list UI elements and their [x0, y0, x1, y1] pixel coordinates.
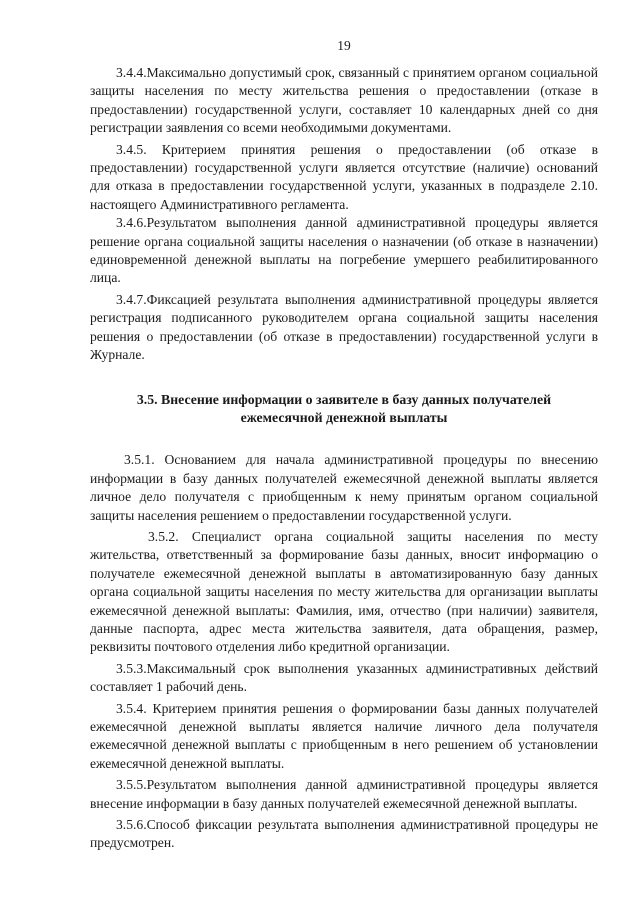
paragraph-3-5-5: 3.5.5.Результатом выполнения данной административной процедуры является внесение информации в базу данных получателей ежемесячной денежной выплаты.: [90, 777, 598, 811]
paragraph-3-5-2: 3.5.2. Специалист органа социальной защиты населения по месту жительства, ответственный за формирование базы данных, вносит информацию о получателе ежемесячной денежной выплаты в автоматизированную базу данных органа социальной защиты населения по месту жительства для организации выплаты ежемесячной денежной выплаты: Фамилия, имя, отчество (при наличии) заявителя, данные паспорта, адрес места жительства заявителя, дата обращения, размер, реквизиты почтового отделения либо кредитной организации.: [90, 528, 598, 655]
paragraph-3-4-6: 3.4.6.Результатом выполнения данной административной процедуры является решение органа социальной защиты населения о назначении (об отказе в назначении) единовременной денежной выплаты на погребение умершего реабилитированного лица.: [90, 215, 598, 286]
document-body: [90, 64, 598, 853]
section-heading-line-2: ежемесячной денежной выплаты: [240, 409, 448, 425]
paragraph-3-4-5: 3.4.5. Критерием принятия решения о предоставлении (об отказе в предоставлении) государственной услуги является отсутствие (наличие) оснований для отказа в предоставлении государственной услуги, указанных в подразделе 2.10. настоящего Административного регламента.: [90, 141, 598, 212]
paragraph-3-5-3: 3.5.3.Максимальный срок выполнения указанных административных действий составляет 1 рабочий день.: [90, 660, 598, 695]
paragraph-3-4-7: 3.4.7.Фиксацией результата выполнения административной процедуры является регистрация подписанного руководителем органа социальной защиты населения решения о предоставлении (об отказе в предоставлении) государственной услуги в Журнале.: [90, 291, 598, 363]
page-number: 19: [337, 38, 351, 53]
paragraph-3-4-4: 3.4.4.Максимально допустимый срок, связанный с принятием органом социальной защиты населения по месту жительства решения о предоставлении (отказе в предоставлении) государственной услуги, составляет 10 календарных дней со дня регистрации заявления со всеми необходимыми документами.: [90, 65, 598, 136]
section-heading: [90, 391, 598, 428]
paragraph-3-5-4: 3.5.4. Критерием принятия решения о формировании базы данных получателей ежемесячной денежной выплаты является наличие личного дела получателя ежемесячной денежной выплаты с приобщенным в него решением об установлении ежемесячной денежной выплаты.: [90, 700, 598, 771]
document-page: [90, 0, 598, 905]
paragraph-3-5-1: 3.5.1. Основанием для начала административной процедуры по внесению информации в базу данных получателей ежемесячной денежной выплаты является личное дело получателя с приобщенным к нему принятым органом социальной защиты населения решением о предоставлении государственной услуги.: [90, 452, 598, 523]
paragraph-3-5-6: 3.5.6.Способ фиксации результата выполнения административной процедуры не предусмотрен.: [90, 817, 598, 851]
section-heading-line-1: 3.5. Внесение информации о заявителе в базу данных получателей: [136, 391, 552, 407]
